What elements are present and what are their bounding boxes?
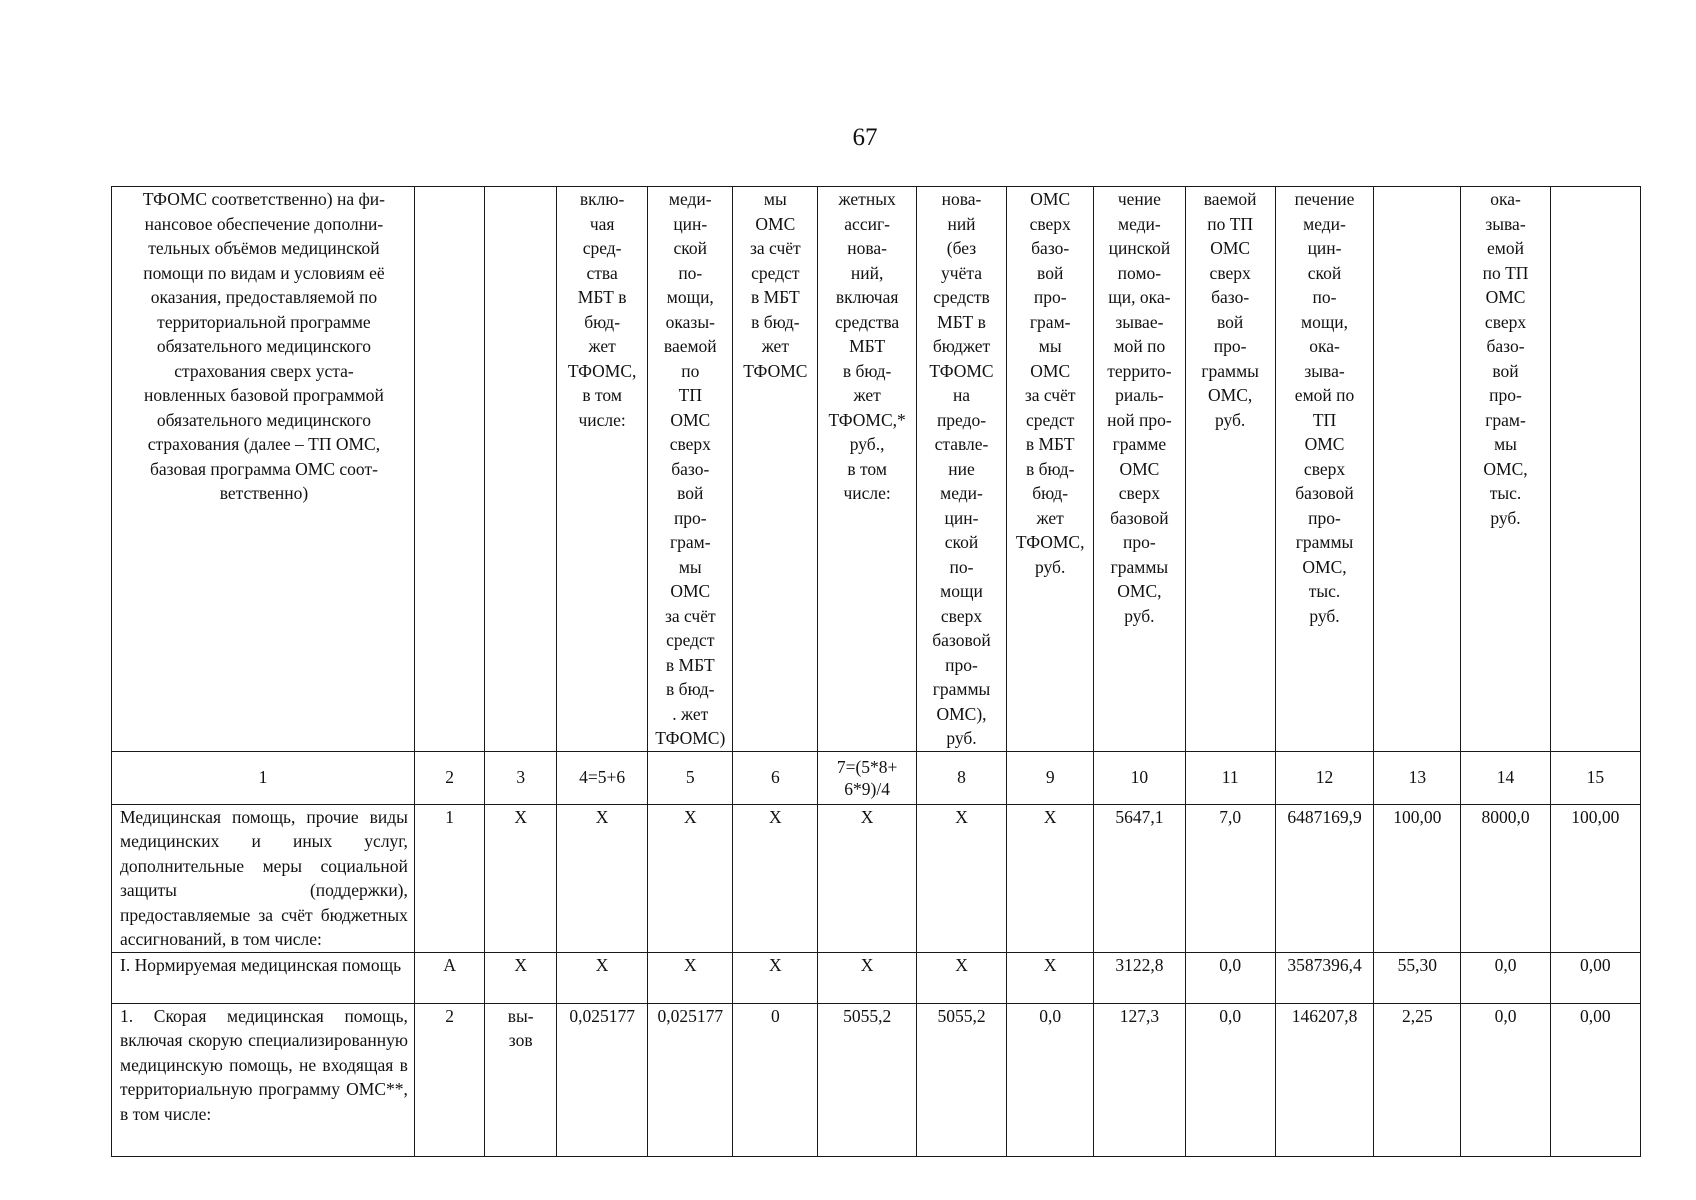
header-line: грам- bbox=[1485, 409, 1526, 430]
header-line: ТФОМС соответственно) на фи- bbox=[142, 189, 386, 209]
header-line: страхования (далее – ТП ОМС, bbox=[147, 434, 381, 454]
table-cell: X bbox=[818, 952, 917, 1003]
header-line: базовая программа ОМС соот- bbox=[149, 458, 378, 479]
header-cell bbox=[1007, 187, 1094, 752]
header-line: (без bbox=[946, 238, 977, 258]
header-line: ний bbox=[947, 213, 976, 234]
table-cell: вы- зов bbox=[485, 1003, 557, 1156]
table-cell: 8000,0 bbox=[1461, 804, 1550, 952]
header-line: меди- bbox=[940, 483, 983, 503]
header-line: в том bbox=[582, 385, 622, 405]
header-line: сверх bbox=[1029, 213, 1071, 234]
header-line: вклю- bbox=[579, 189, 625, 209]
table-cell: 5055,2 bbox=[818, 1003, 917, 1156]
header-line: сверх bbox=[669, 434, 711, 454]
header-line: сверх bbox=[1484, 311, 1527, 332]
header-line: меди- bbox=[668, 189, 712, 209]
header-line: мощи bbox=[940, 581, 983, 601]
header-line: ассиг- bbox=[844, 213, 890, 234]
header-line: жет bbox=[1036, 507, 1064, 528]
header-line: нова- bbox=[847, 238, 887, 258]
header-line: ства bbox=[586, 262, 618, 283]
header-line: ОМС), bbox=[936, 703, 987, 724]
header-line: ной про- bbox=[1107, 409, 1172, 430]
table-cell: X bbox=[916, 952, 1006, 1003]
column-number: 9 bbox=[1007, 751, 1094, 804]
table-cell: 100,00 bbox=[1374, 804, 1461, 952]
header-line: ТФОМС, bbox=[567, 360, 637, 381]
header-line: базо- bbox=[1211, 287, 1250, 307]
header-line: ОМС bbox=[1030, 360, 1071, 381]
header-line: ОМС bbox=[670, 409, 711, 430]
header-line: риаль- bbox=[1115, 385, 1164, 405]
table-cell: 0 bbox=[733, 1003, 818, 1156]
header-line: ТФОМС bbox=[743, 360, 808, 381]
header-line: грамме bbox=[1112, 434, 1167, 454]
header-line: помощи по видам и условиям её bbox=[143, 262, 385, 283]
header-cell bbox=[485, 187, 557, 752]
header-cell bbox=[648, 187, 733, 752]
column-number: 13 bbox=[1374, 751, 1461, 804]
header-line: ТФОМС bbox=[929, 360, 994, 381]
table-cell: 3587396,4 bbox=[1275, 952, 1374, 1003]
table-cell: 0,025177 bbox=[648, 1003, 733, 1156]
column-number: 8 bbox=[916, 751, 1006, 804]
header-cell bbox=[1094, 187, 1185, 752]
header-line: ОМС bbox=[755, 213, 796, 234]
header-line: граммы bbox=[1295, 532, 1354, 552]
header-line: оказы- bbox=[665, 311, 715, 332]
header-line: жет bbox=[853, 385, 881, 405]
table-cell: 55,30 bbox=[1374, 952, 1461, 1003]
table-cell: X bbox=[1007, 952, 1094, 1003]
table-cell: 6487169,9 bbox=[1275, 804, 1374, 952]
header-line: граммы bbox=[1110, 556, 1169, 577]
header-line: цин- bbox=[944, 507, 979, 528]
header-line: базовой bbox=[932, 630, 991, 650]
header-line: руб., bbox=[849, 434, 885, 454]
header-line: ОМС, bbox=[1208, 385, 1253, 405]
header-line: базовой bbox=[1110, 507, 1169, 528]
header-line: страхования сверх уста- bbox=[174, 360, 354, 381]
header-line: мы bbox=[1494, 434, 1517, 454]
header-cell bbox=[1550, 187, 1640, 752]
header-line: средства bbox=[835, 311, 900, 332]
header-line: тыс. bbox=[1308, 581, 1341, 601]
header-line: по bbox=[681, 360, 700, 381]
header-line: в том bbox=[847, 458, 887, 479]
header-line: ОМС bbox=[1485, 287, 1526, 307]
header-line: про- bbox=[1033, 287, 1067, 307]
header-line: зывае- bbox=[1115, 311, 1164, 332]
header-line: чая bbox=[589, 213, 615, 234]
table-cell: 0,0 bbox=[1185, 1003, 1275, 1156]
table-cell: X bbox=[485, 804, 557, 952]
header-line: средст bbox=[666, 630, 715, 650]
header-line: в бюд- bbox=[666, 679, 715, 699]
header-line: ской bbox=[944, 532, 979, 552]
header-line: сверх bbox=[1303, 458, 1346, 479]
table-cell: X bbox=[648, 804, 733, 952]
table-cell: 2,25 bbox=[1374, 1003, 1461, 1156]
header-cell bbox=[1275, 187, 1374, 752]
column-number: 11 bbox=[1185, 751, 1275, 804]
header-line: вой bbox=[1492, 360, 1519, 381]
page-number: 67 bbox=[852, 124, 878, 151]
table-row bbox=[112, 1003, 1641, 1156]
header-line: по ТП bbox=[1207, 213, 1254, 234]
header-line: ТП bbox=[678, 385, 702, 405]
header-line: ний, bbox=[850, 262, 884, 283]
header-line: ока- bbox=[1490, 189, 1521, 209]
table-cell: X bbox=[485, 952, 557, 1003]
header-line: бюджет bbox=[932, 336, 991, 356]
header-line: по ТП bbox=[1482, 262, 1529, 283]
header-line: в МБТ bbox=[750, 287, 800, 307]
header-line: мы bbox=[1038, 336, 1062, 356]
header-line: ОМС bbox=[1030, 189, 1071, 209]
header-line: ОМС, bbox=[1302, 556, 1347, 577]
header-line: средст bbox=[1026, 409, 1075, 430]
header-line: жет bbox=[588, 336, 616, 356]
header-line: базо- bbox=[671, 458, 710, 479]
header-line: руб. bbox=[1490, 507, 1521, 528]
header-cell bbox=[1374, 187, 1461, 752]
table-cell: 0,0 bbox=[1461, 1003, 1550, 1156]
header-line: вой bbox=[677, 483, 704, 503]
header-line: вой bbox=[1217, 311, 1244, 332]
header-line: за счёт bbox=[749, 238, 801, 258]
column-number: 4=5+6 bbox=[556, 751, 647, 804]
table-cell: X bbox=[648, 952, 733, 1003]
header-line: ОМС bbox=[1304, 434, 1345, 454]
header-line: про- bbox=[1308, 507, 1341, 528]
header-line: тельных объёмов медицинской bbox=[148, 238, 380, 258]
header-line: в бюд- bbox=[842, 360, 892, 381]
header-line: базо- bbox=[1486, 336, 1525, 356]
header-line: ваемой bbox=[1203, 189, 1257, 209]
header-line: нова- bbox=[941, 189, 982, 209]
header-line: ТФОМС) bbox=[655, 728, 726, 748]
header-line: тыс. bbox=[1489, 483, 1522, 503]
table-cell: А bbox=[414, 952, 485, 1003]
table-row bbox=[112, 804, 1641, 952]
header-line: ОМС, bbox=[1483, 458, 1528, 479]
header-line: грам- bbox=[669, 532, 711, 552]
header-line: средст bbox=[751, 262, 800, 283]
table-cell: 0,0 bbox=[1461, 952, 1550, 1003]
header-line: мощи, bbox=[1301, 311, 1349, 332]
column-number: 7=(5*8+ 6*9)/4 bbox=[818, 751, 917, 804]
table-cell: X bbox=[556, 804, 647, 952]
table-cell: X bbox=[733, 952, 818, 1003]
header-line: про- bbox=[945, 654, 978, 675]
header-line: грам- bbox=[1029, 311, 1071, 332]
header-line: по- bbox=[949, 556, 974, 577]
header-line: про- bbox=[1123, 532, 1156, 552]
header-line: оказания, предоставляемой по bbox=[150, 287, 378, 307]
header-line: меди- bbox=[1303, 213, 1346, 234]
header-line: сверх bbox=[1118, 483, 1160, 503]
header-line: в бюд- bbox=[751, 311, 800, 332]
header-line: зыва- bbox=[1485, 213, 1526, 234]
header-line: руб. bbox=[1124, 605, 1155, 626]
header-line: базовой bbox=[1295, 483, 1354, 503]
header-line: про- bbox=[673, 507, 707, 528]
header-line: нансовое обеспечение дополни- bbox=[144, 213, 384, 234]
header-line: чение bbox=[1117, 189, 1161, 209]
header-line: вой bbox=[1037, 262, 1064, 283]
table-cell: 127,3 bbox=[1094, 1003, 1185, 1156]
header-line: ской bbox=[673, 238, 708, 258]
header-line: емой bbox=[1487, 238, 1524, 258]
header-line: про- bbox=[1489, 385, 1522, 405]
header-line: зыва- bbox=[1304, 360, 1345, 381]
column-number: 5 bbox=[648, 751, 733, 804]
header-cell bbox=[414, 187, 485, 752]
header-line: территориальной программе bbox=[157, 311, 371, 332]
row-name: 1. Скорая медицинская помощь, включая скорую специализированную медицинскую помощь, не входящая в территориальную программу ОМС**, в том числе: bbox=[112, 1003, 415, 1156]
header-line: ока- bbox=[1309, 336, 1340, 356]
header-cell bbox=[733, 187, 818, 752]
header-line: сред- bbox=[582, 238, 622, 258]
header-line: ветственно) bbox=[219, 483, 309, 503]
table-cell: 0,00 bbox=[1550, 1003, 1640, 1156]
header-cell bbox=[1185, 187, 1275, 752]
header-line: цин- bbox=[673, 213, 708, 234]
header-line: мы bbox=[763, 189, 787, 209]
table-cell: X bbox=[733, 804, 818, 952]
header-line: обязательного медицинского bbox=[156, 336, 372, 356]
header-line: мощи, bbox=[666, 287, 714, 307]
column-number: 6 bbox=[733, 751, 818, 804]
header-line: сверх bbox=[1209, 262, 1251, 283]
header-line: емой по bbox=[1294, 385, 1355, 405]
header-line: ние bbox=[948, 458, 975, 479]
header-line: граммы bbox=[932, 679, 991, 699]
header-line: по- bbox=[1312, 287, 1337, 307]
header-line: мы bbox=[678, 556, 702, 577]
column-number: 14 bbox=[1461, 751, 1550, 804]
header-cell bbox=[818, 187, 917, 752]
header-cell bbox=[112, 187, 415, 752]
header-line: . жет bbox=[672, 703, 709, 724]
header-line: включая bbox=[835, 287, 899, 307]
header-line: руб. bbox=[1035, 556, 1066, 577]
table-row bbox=[112, 952, 1641, 1003]
header-line: МБТ в bbox=[577, 287, 627, 307]
header-line: ТФОМС,* bbox=[828, 409, 906, 430]
column-number-row bbox=[112, 751, 1641, 804]
header-line: сверх bbox=[940, 605, 983, 626]
header-line: числе: bbox=[578, 409, 626, 430]
header-line: ской bbox=[1307, 262, 1342, 283]
table-cell: 2 bbox=[414, 1003, 485, 1156]
header-line: цин- bbox=[1307, 238, 1342, 258]
header-line: цинской bbox=[1108, 238, 1171, 258]
financing-table bbox=[111, 186, 1641, 1157]
header-line: по- bbox=[678, 262, 703, 283]
table-cell: 3122,8 bbox=[1094, 952, 1185, 1003]
header-cell bbox=[556, 187, 647, 752]
table-cell: 0,0 bbox=[1185, 952, 1275, 1003]
header-line: числе: bbox=[843, 483, 891, 503]
header-line: граммы bbox=[1201, 360, 1259, 381]
table-cell: 1 bbox=[414, 804, 485, 952]
header-line: базо- bbox=[1031, 238, 1070, 258]
header-line: щи, ока- bbox=[1108, 287, 1171, 307]
header-line: бюд- bbox=[1032, 483, 1069, 503]
column-number: 3 bbox=[485, 751, 557, 804]
header-line: МБТ в bbox=[937, 311, 986, 332]
column-number: 12 bbox=[1275, 751, 1374, 804]
header-line: ставле- bbox=[934, 434, 989, 454]
header-line: помо- bbox=[1117, 262, 1162, 283]
table-cell: X bbox=[916, 804, 1006, 952]
header-line: МБТ bbox=[849, 336, 886, 356]
header-line: руб. bbox=[1214, 409, 1246, 430]
header-line: учёта bbox=[941, 262, 982, 283]
row-name: I. Нормируемая медицинская помощь bbox=[112, 952, 415, 1003]
header-line: руб. bbox=[946, 728, 977, 748]
header-line: предо- bbox=[936, 409, 987, 430]
column-number: 1 bbox=[112, 751, 415, 804]
header-cell bbox=[1461, 187, 1550, 752]
header-line: печение bbox=[1294, 189, 1355, 209]
header-line: бюд- bbox=[584, 311, 621, 332]
table-cell: X bbox=[1007, 804, 1094, 952]
header-line: ТФОМС, bbox=[1015, 532, 1085, 552]
table-cell: 0,0 bbox=[1007, 1003, 1094, 1156]
header-line: ОМС bbox=[1119, 458, 1160, 479]
header-cell bbox=[916, 187, 1006, 752]
header-line: про- bbox=[1213, 336, 1247, 356]
table-cell: 146207,8 bbox=[1275, 1003, 1374, 1156]
header-line: в бюд- bbox=[1025, 458, 1075, 479]
header-line: мой по bbox=[1113, 336, 1166, 356]
column-number: 10 bbox=[1094, 751, 1185, 804]
header-line: средств bbox=[933, 287, 990, 307]
header-line: руб. bbox=[1309, 605, 1340, 626]
header-line: ТП bbox=[1312, 409, 1337, 430]
header-row bbox=[112, 187, 1641, 752]
table-cell: X bbox=[818, 804, 917, 952]
table-cell: 100,00 bbox=[1550, 804, 1640, 952]
header-line: за счёт bbox=[664, 605, 716, 626]
header-line: в МБТ bbox=[665, 654, 715, 675]
header-line: ОМС, bbox=[1117, 581, 1162, 601]
header-line: обязательного медицинского bbox=[156, 409, 372, 430]
row-name: Медицинская помощь, прочие виды медицинских и иных услуг, дополнительные меры социальной защиты (поддержки), предоставляемые за счёт бюджетных ассигнований, в том числе: bbox=[112, 804, 415, 952]
column-number: 2 bbox=[414, 751, 485, 804]
header-line: жет bbox=[761, 336, 789, 356]
table-cell: 5055,2 bbox=[916, 1003, 1006, 1156]
header-line: меди- bbox=[1118, 213, 1161, 234]
table-cell: 0,00 bbox=[1550, 952, 1640, 1003]
header-line: ваемой bbox=[663, 336, 717, 356]
header-line: в МБТ bbox=[1025, 434, 1075, 454]
header-line: ОМС bbox=[1210, 238, 1251, 258]
header-line: жетных bbox=[838, 189, 896, 209]
table-cell: X bbox=[556, 952, 647, 1003]
header-line: за счёт bbox=[1024, 385, 1076, 405]
header-line: террито- bbox=[1107, 360, 1172, 381]
header-line: ОМС bbox=[670, 581, 711, 601]
header-line: новленных базовой программой bbox=[143, 385, 384, 405]
table-cell: 0,025177 bbox=[556, 1003, 647, 1156]
column-number: 15 bbox=[1550, 751, 1640, 804]
table-cell: 5647,1 bbox=[1094, 804, 1185, 952]
header-line: на bbox=[952, 385, 971, 405]
table-cell: 7,0 bbox=[1185, 804, 1275, 952]
